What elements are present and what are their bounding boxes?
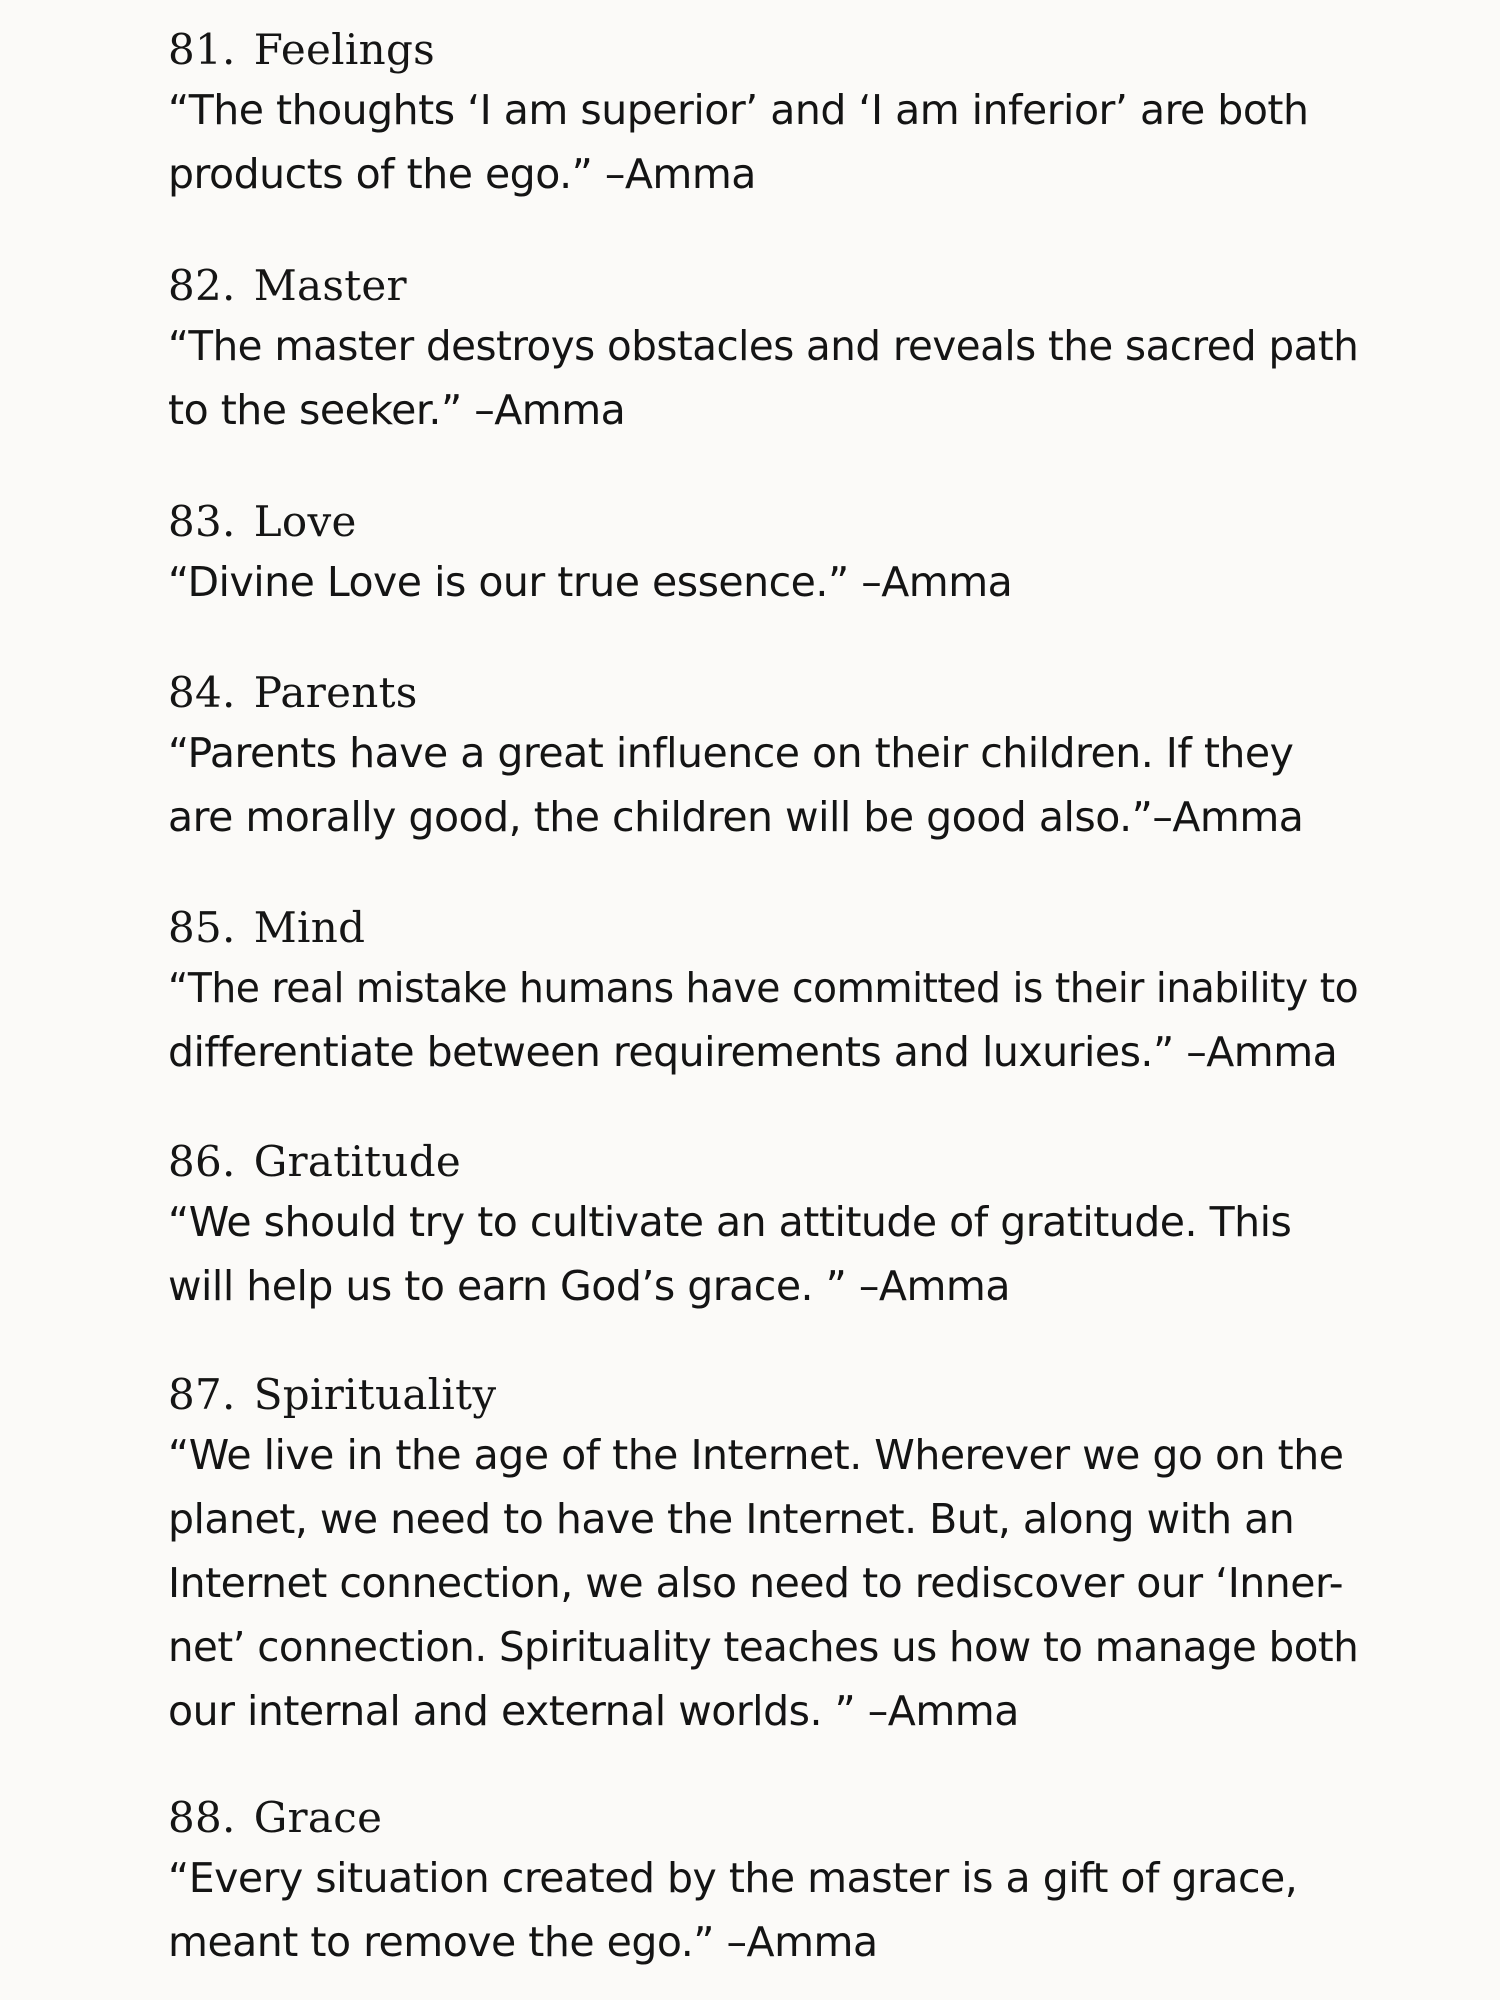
entry-number: 82. (168, 261, 236, 310)
quote-line: to the seeker.” –Amma (168, 386, 626, 434)
quote-line: “We live in the age of the Internet. Wherever we go on the (168, 1431, 1344, 1479)
quote-line: “Every situation created by the master is a gift of grace, (168, 1854, 1298, 1902)
entry-title: Parents (253, 668, 418, 717)
entry-title: Feelings (253, 25, 436, 74)
entry-title: Master (253, 261, 407, 310)
entry-quote (168, 1190, 1358, 1318)
entry-heading (168, 665, 1358, 721)
quote-line: “Parents have a great influence on their children. If they (168, 729, 1294, 777)
entry-master (168, 258, 1358, 442)
entry-quote (168, 1846, 1358, 1974)
entry-heading (168, 1367, 1358, 1423)
entry-parents (168, 665, 1358, 849)
quote-line: meant to remove the ego.” –Amma (168, 1918, 878, 1966)
quote-line: “The thoughts ‘I am superior’ and ‘I am inferior’ are both (168, 86, 1309, 134)
quote-line: “Divine Love is our true essence.” –Amma (168, 558, 1013, 606)
entry-title: Grace (253, 1793, 383, 1842)
entry-gratitude (168, 1134, 1358, 1318)
entry-heading (168, 22, 1358, 78)
entry-quote (168, 956, 1358, 1084)
entry-number: 86. (168, 1137, 236, 1186)
entry-heading (168, 1134, 1358, 1190)
entry-spirituality (168, 1367, 1358, 1743)
entry-number: 88. (168, 1793, 236, 1842)
quote-line: will help us to earn God’s grace. ” –Amma (168, 1262, 1010, 1310)
entry-quote (168, 314, 1358, 442)
entry-quote (168, 721, 1358, 849)
entry-feelings (168, 22, 1358, 206)
entry-quote (168, 78, 1358, 206)
entry-title: Spirituality (253, 1370, 497, 1419)
entry-grace (168, 1790, 1358, 1974)
quote-line: planet, we need to have the Internet. But, along with an (168, 1495, 1295, 1543)
entry-quote (168, 550, 1358, 614)
quote-line: “The real mistake humans have committed is their inability to (168, 964, 1359, 1012)
quote-line: are morally good, the children will be good also.”–Amma (168, 793, 1304, 841)
entry-title: Gratitude (253, 1137, 462, 1186)
entry-heading (168, 258, 1358, 314)
quote-line: Internet connection, we also need to rediscover our ‘Inner- (168, 1559, 1344, 1607)
entry-love (168, 494, 1358, 614)
entry-heading (168, 494, 1358, 550)
entry-title: Mind (253, 903, 366, 952)
entry-heading (168, 1790, 1358, 1846)
quote-line: differentiate between requirements and luxuries.” –Amma (168, 1028, 1338, 1076)
entry-number: 85. (168, 903, 236, 952)
entry-title: Love (253, 497, 357, 546)
quote-line: products of the ego.” –Amma (168, 150, 756, 198)
entry-number: 84. (168, 668, 236, 717)
entry-number: 87. (168, 1370, 236, 1419)
entry-quote (168, 1423, 1358, 1743)
quote-line: “The master destroys obstacles and reveals the sacred path (168, 322, 1359, 370)
quote-line: net’ connection. Spirituality teaches us how to manage both (168, 1623, 1359, 1671)
quote-line: “We should try to cultivate an attitude of gratitude. This (168, 1198, 1292, 1246)
entry-number: 81. (168, 25, 236, 74)
entry-number: 83. (168, 497, 236, 546)
entry-heading (168, 900, 1358, 956)
quote-line: our internal and external worlds. ” –Amma (168, 1687, 1019, 1735)
entry-mind (168, 900, 1358, 1084)
